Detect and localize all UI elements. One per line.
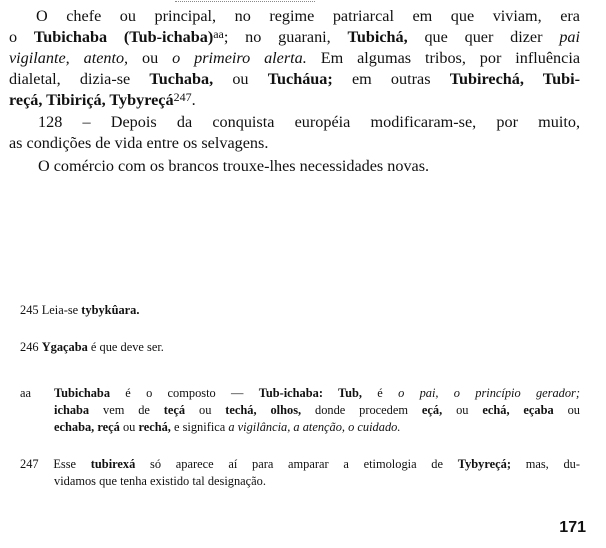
- text-run: que quer dizer: [407, 28, 560, 46]
- footnote-245: [20, 302, 139, 319]
- text-run: Leia-se: [41, 303, 82, 317]
- text-bold: echaba, reçá: [54, 420, 120, 434]
- term-tuchaua: Tucháua;: [267, 70, 333, 88]
- text-run: mas, du-: [510, 457, 580, 471]
- text-italic: o pai, o princípio gerador;: [398, 386, 581, 400]
- term-tubirecha: Tubirechá, Tubi-: [449, 70, 580, 88]
- footnote-number: 246: [20, 340, 39, 354]
- text-run: ; no guarani,: [223, 28, 348, 46]
- term-tubicha: Tubichá,: [347, 28, 408, 46]
- term-tybykuara: tybykûara.: [81, 303, 140, 317]
- text-italic: pai: [559, 28, 580, 46]
- text-bold: Tub-ichaba: Tub,: [258, 386, 363, 400]
- footnote-aa-line-2: [54, 402, 580, 419]
- text-run: ou: [119, 420, 139, 434]
- term-tibirica: reçá, Tibiriçá, Tybyreçá: [9, 91, 174, 109]
- footnote-number: 247: [20, 457, 39, 471]
- text-run: só aparece aí para amparar a etimologia de: [135, 457, 458, 471]
- text-run: O comércio com os brancos trouxe-lhes necessidades novas.: [38, 157, 430, 175]
- text-run: é que deve ser.: [87, 340, 164, 354]
- footnote-ref-247[interactable]: 247: [173, 90, 192, 104]
- text-run: é o composto —: [110, 386, 259, 400]
- term-ygacaba: Ygaçaba: [41, 340, 88, 354]
- paragraph-1-line-3: [9, 48, 580, 69]
- text-run: .: [191, 91, 196, 109]
- text-run: Em algumas tribos, por influência: [306, 49, 580, 67]
- text-bold: tubirexá: [90, 457, 136, 471]
- paragraph-2-line-1: [38, 112, 580, 133]
- text-bold: teçá: [163, 403, 186, 417]
- term-tuchaba: Tuchaba,: [149, 70, 214, 88]
- text-run: e significa: [170, 420, 229, 434]
- text-italic: vigilante, atento,: [9, 49, 129, 67]
- text-bold: echá, eçaba: [482, 403, 554, 417]
- text-run: ou: [442, 403, 483, 417]
- cropped-text-edge: [175, 0, 315, 2]
- paragraph-1-line-4: [9, 69, 580, 90]
- text-italic: a vigilância, a atenção, o cuidado.: [228, 420, 401, 434]
- paragraph-2-line-2: [9, 133, 589, 154]
- text-run: o: [9, 28, 34, 46]
- paragraph-1-line-5: [9, 90, 589, 111]
- paragraph-1-line-2: [9, 27, 580, 48]
- text-bold: ichaba: [54, 403, 90, 417]
- text-run: ou: [553, 403, 580, 417]
- term-tubichaba: Tubichaba (Tub-ichaba): [33, 28, 214, 46]
- footnote-ref-aa[interactable]: aa: [213, 27, 224, 41]
- text-run: Esse: [53, 457, 91, 471]
- text-bold: Tubichaba: [54, 386, 111, 400]
- footnote-247-line-2: vidamos que tenha existido tal designação.: [54, 474, 266, 488]
- page-number: 171: [559, 519, 586, 536]
- paragraph-3-line-1: [38, 156, 606, 177]
- paragraph-1-line-1: [36, 6, 580, 27]
- text-bold: Tybyreçá;: [457, 457, 511, 471]
- text-run: dialetal, dizia-se: [9, 70, 150, 88]
- text-run: é: [362, 386, 399, 400]
- text-run: em outras: [332, 70, 450, 88]
- text-run: ou: [213, 70, 268, 88]
- text-run: as condições de vida entre os selvagens.: [9, 134, 269, 152]
- footnote-aa-line-3: [54, 419, 400, 436]
- text-run: ou: [185, 403, 226, 417]
- text-bold: eçá,: [421, 403, 443, 417]
- footnote-marker: aa: [20, 386, 31, 400]
- footnote-number: 245: [20, 303, 39, 317]
- text-run: ou: [128, 49, 173, 67]
- text-bold: techá, olhos,: [225, 403, 302, 417]
- text-run: O chefe ou principal, no regime patriarcal em que viviam, era: [36, 7, 580, 25]
- footnote-aa-line-1: [54, 385, 580, 402]
- text-run: vem de: [89, 403, 164, 417]
- text-run: donde procedem: [301, 403, 422, 417]
- text-run: 128 – Depois da conquista européia modificaram-se, por muito,: [38, 113, 580, 131]
- text-bold: rechá,: [138, 420, 171, 434]
- footnote-246: [20, 339, 164, 356]
- text-italic: o primeiro alerta.: [172, 49, 307, 67]
- footnote-247-line-1: [20, 456, 580, 473]
